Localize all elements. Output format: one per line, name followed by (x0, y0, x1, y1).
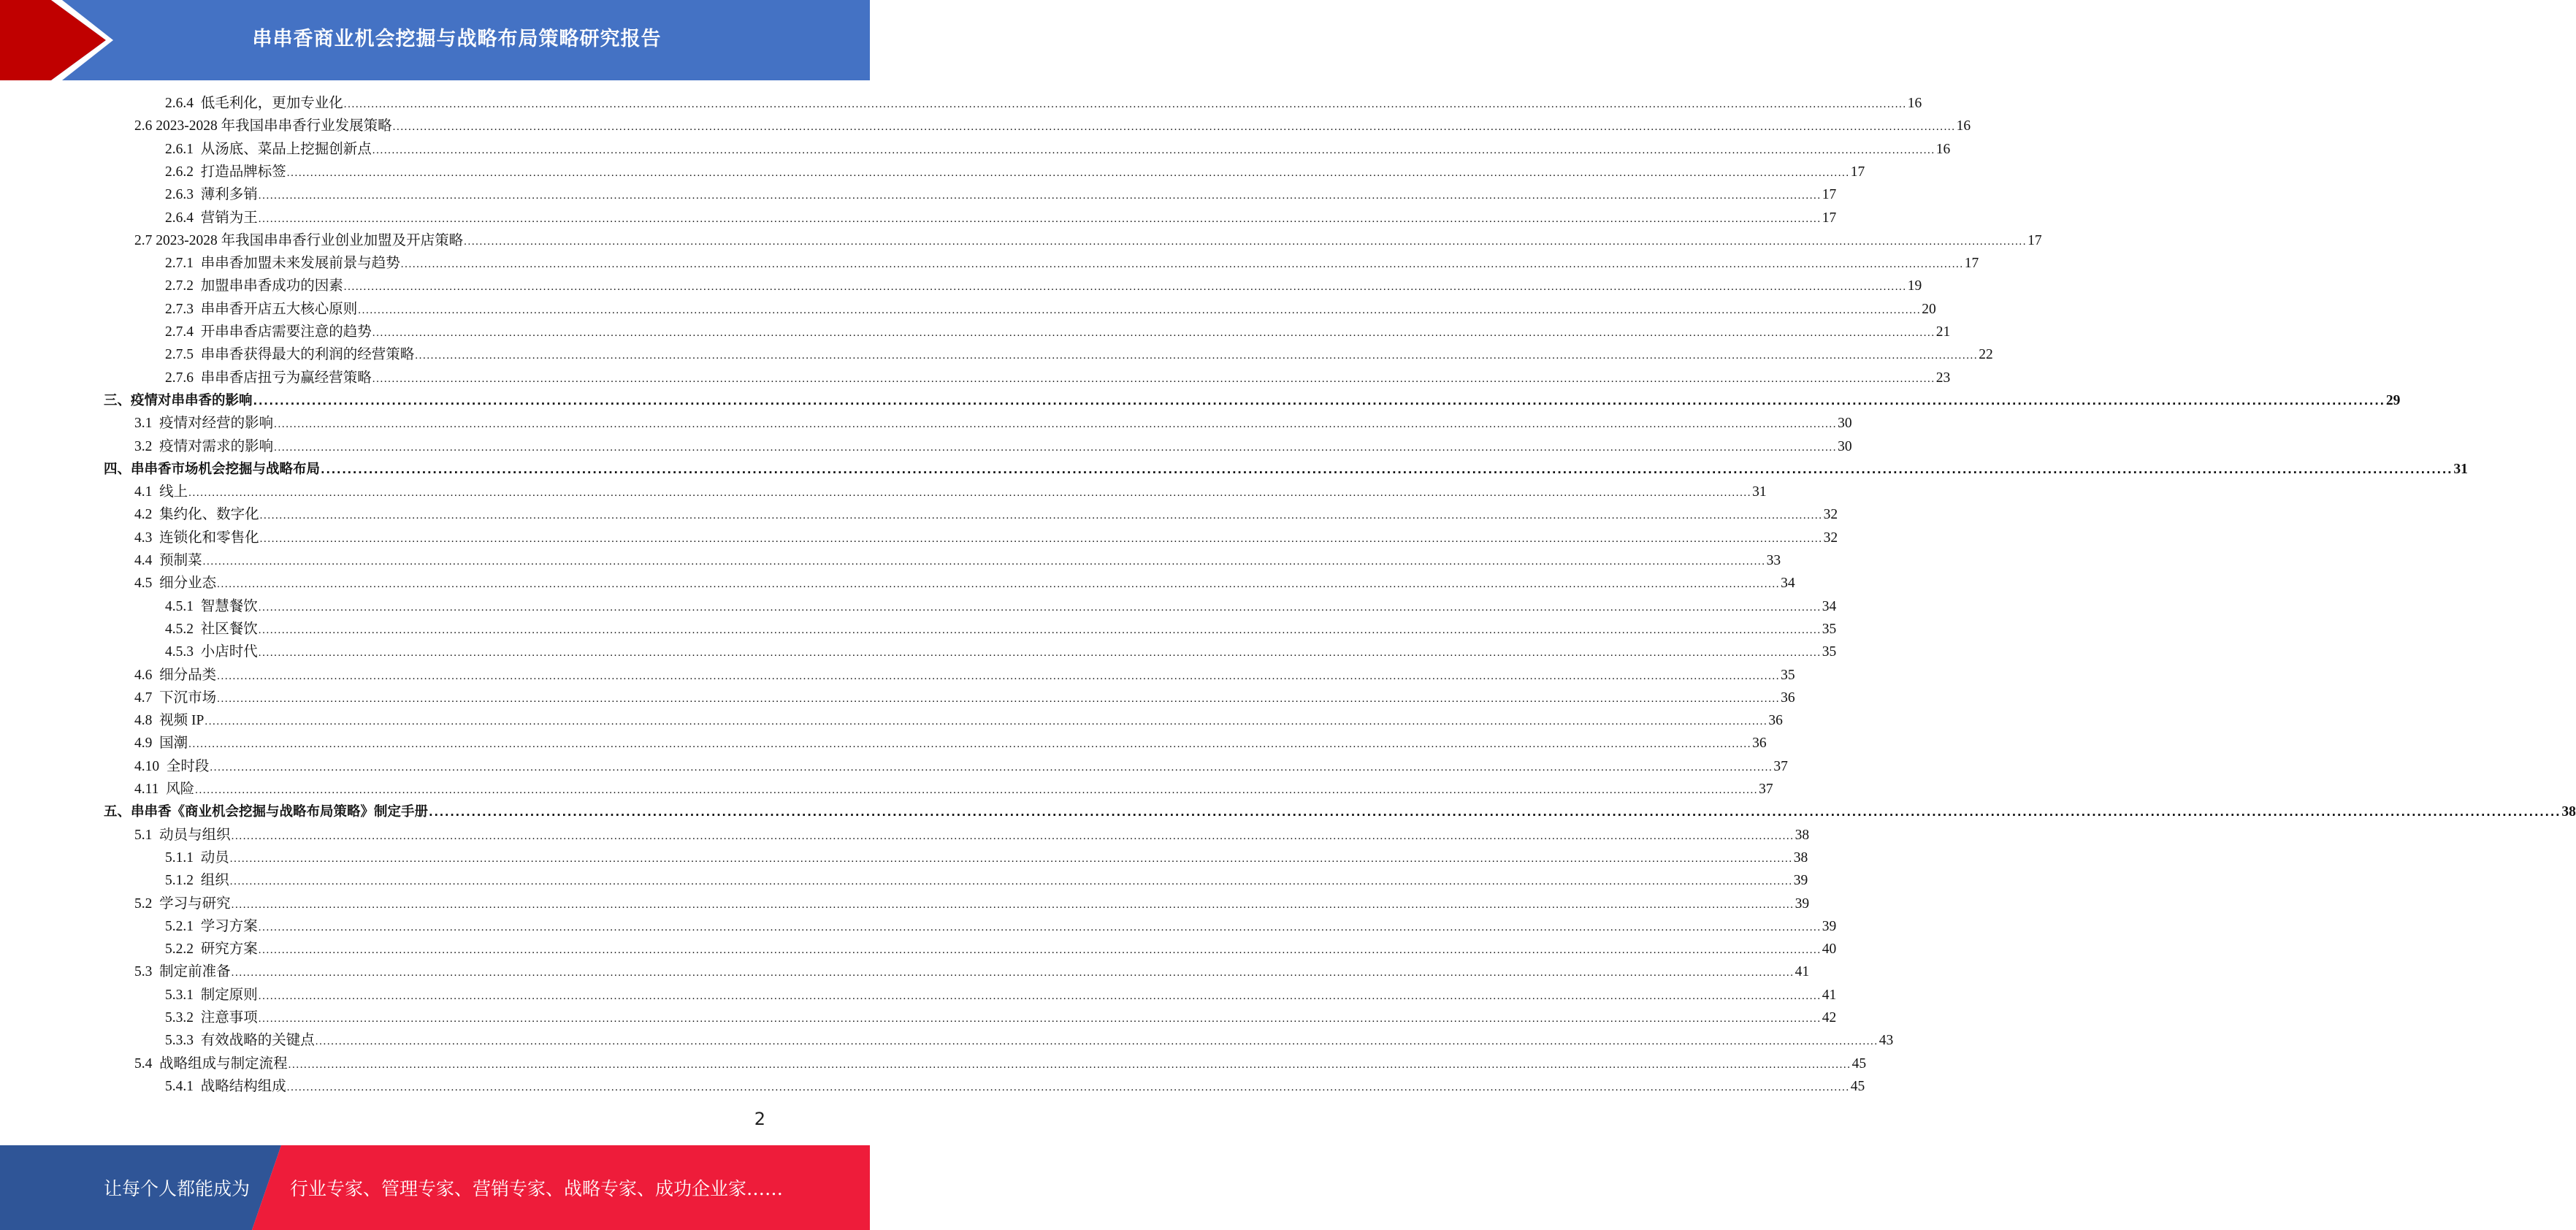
toc-entry-page: 39 (1822, 918, 1837, 934)
toc-entry[interactable] (165, 619, 1837, 641)
toc-entry[interactable] (165, 321, 1951, 343)
toc-entry-page: 36 (1781, 690, 1795, 706)
toc-entry-title: 四、串串香市场机会挖掘与战略布局 (104, 461, 321, 477)
toc-entry-title: 4.6 细分品类 (134, 667, 217, 683)
toc-leader-dots: ................................................................................................................................................................................................................................................................................................................................................................................................................ (343, 99, 1907, 110)
toc-leader-dots: ................................................................................................................................................................................................................................................................................................................................................................................................................ (258, 1013, 1822, 1025)
toc-entry-page: 36 (1752, 736, 1767, 752)
toc-leader-dots: ................................................................................................................................................................................................................................................................................................................................................................................................................ (217, 578, 1781, 591)
toc-entry[interactable] (104, 390, 2401, 412)
toc-leader-dots: ................................................................................................................................................................................................................................................................................................................................................................................................................ (372, 327, 1935, 339)
toc-entry[interactable] (165, 207, 1837, 229)
toc-entry-page: 36 (1768, 713, 1783, 729)
toc-entry-title: 2.6.4 低毛利化，更加专业化 (165, 96, 343, 111)
toc-leader-dots: ................................................................................................................................................................................................................................................................................................................................................................................................................ (274, 419, 1838, 431)
toc-entry-title: 4.5.1 智慧餐饮 (165, 598, 258, 614)
toc-entry-page: 40 (1822, 941, 1837, 958)
toc-entry-page: 32 (1823, 530, 1838, 546)
toc-entry[interactable] (104, 459, 2468, 481)
toc-leader-dots: ................................................................................................................................................................................................................................................................................................................................................................................................................ (259, 532, 1823, 545)
toc-entry-page: 43 (1879, 1033, 1894, 1049)
toc-leader-dots: ................................................................................................................................................................................................................................................................................................................................................................................................................ (231, 967, 1795, 979)
toc-entry[interactable] (134, 687, 1795, 709)
toc-entry-page: 35 (1781, 667, 1795, 683)
toc-leader-dots: ................................................................................................................................................................................................................................................................................................................................................................................................................ (258, 944, 1822, 957)
toc-entry[interactable] (134, 825, 1810, 847)
toc-leader-dots: ................................................................................................................................................................................................................................................................................................................................................................................................................ (286, 1081, 1850, 1093)
toc-leader-dots: ................................................................................................................................................................................................................................................................................................................................................................................................................ (195, 784, 1759, 796)
toc-leader-dots: ................................................................................................................................................................................................................................................................................................................................................................................................................ (358, 304, 1922, 316)
toc-entry-title: 4.5.3 小店时代 (165, 644, 258, 660)
toc-entry-page: 17 (2027, 232, 2042, 248)
toc-leader-dots: ................................................................................................................................................................................................................................................................................................................................................................................................................ (229, 852, 1793, 865)
toc-entry-page: 16 (1935, 141, 1951, 157)
toc-entry[interactable] (165, 139, 1951, 161)
toc-entry[interactable] (165, 1076, 1865, 1098)
toc-entry-page: 23 (1935, 370, 1951, 386)
toc-entry[interactable] (165, 1030, 1894, 1052)
toc-entry-title: 2.6.1 从汤底、菜品上挖掘创新点 (165, 141, 372, 157)
toc-entry-title: 2.7.4 开串串香店需要注意的趋势 (165, 324, 372, 340)
toc-entry[interactable] (165, 161, 1865, 183)
toc-entry-title: 4.2 集约化、数字化 (134, 507, 259, 523)
toc-entry-page: 16 (1907, 96, 1922, 111)
toc-entry-page: 41 (1822, 987, 1837, 1003)
toc-leader-dots: ................................................................................................................................................................................................................................................................................................................................................................................................................ (258, 647, 1822, 660)
toc-entry-title: 5.2 学习与研究 (134, 895, 231, 912)
toc-entry[interactable] (134, 573, 1795, 595)
footer-slogan-left: 让每个人都能成为 (104, 1178, 251, 1199)
toc-entry[interactable] (134, 665, 1795, 687)
toc-entry-title: 5.3.1 制定原则 (165, 987, 258, 1003)
toc-leader-dots: ................................................................................................................................................................................................................................................................................................................................................................................................................ (286, 167, 1850, 179)
toc-entry[interactable] (134, 504, 1838, 526)
report-title: 串串香商业机会挖掘与战略布局策略研究报告 (252, 27, 662, 50)
toc-entry[interactable] (165, 299, 1936, 321)
toc-leader-dots: ................................................................................................................................................................................................................................................................................................................................................................................................................ (217, 670, 1781, 682)
toc-entry[interactable] (134, 115, 1971, 137)
toc-entry[interactable] (134, 550, 1781, 572)
toc-entry-title: 4.3 连锁化和零售化 (134, 530, 259, 546)
toc-entry[interactable] (165, 1007, 1837, 1029)
toc-entry-page: 34 (1822, 598, 1837, 614)
toc-entry-page: 42 (1822, 1010, 1837, 1025)
toc-entry-title: 5.1 动员与组织 (134, 827, 231, 843)
toc-leader-dots: ................................................................................................................................................................................................................................................................................................................................................................................................................ (372, 144, 1935, 156)
toc-leader-dots: ................................................................................................................................................................................................................................................................................................................................................................................................................ (258, 624, 1822, 636)
toc-leader-dots: ................................................................................................................................................................................................................................................................................................................................................................................................................ (231, 898, 1795, 911)
toc-leader-dots: ................................................................................................................................................................................................................................................................................................................................................................................................................ (258, 990, 1822, 1002)
toc-entry-title: 3.1 疫情对经营的影响 (134, 416, 274, 432)
toc-entry-page: 34 (1781, 576, 1795, 592)
toc-entry-page: 41 (1795, 964, 1810, 980)
toc-entry[interactable] (134, 413, 1852, 435)
toc-entry[interactable] (134, 527, 1838, 549)
toc-entry-page: 20 (1922, 301, 1936, 317)
toc-entry[interactable] (165, 985, 1837, 1006)
toc-entry-page: 37 (1759, 782, 1773, 797)
toc-entry-title: 三、疫情对串串香的影响 (104, 392, 253, 408)
toc-leader-dots: ................................................................................................................................................................................................................................................................................................................................................................................................................ (210, 761, 1773, 773)
toc-entry-title: 5.2.2 研究方案 (165, 941, 258, 958)
toc-entry[interactable] (165, 870, 1808, 892)
toc-entry[interactable] (134, 779, 1773, 801)
toc-entry[interactable] (165, 847, 1808, 869)
toc-entry-title: 2.6 2023-2028 年我国串串香行业发展策略 (134, 118, 392, 134)
toc-entry-page: 30 (1838, 438, 1852, 454)
toc-entry-title: 4.7 下沉市场 (134, 690, 217, 706)
toc-leader-dots: ................................................................................................................................................................................................................................................................................................................................................................................................................ (258, 921, 1822, 933)
footer-slogan-right: 行业专家、管理专家、营销专家、战略专家、成功企业家…… (290, 1178, 784, 1199)
toc-entry-title: 5.2.1 学习方案 (165, 918, 258, 934)
toc-entry-page: 32 (1823, 507, 1838, 523)
toc-entry-page: 37 (1773, 758, 1788, 774)
page-footer (0, 1145, 870, 1230)
toc-entry-page: 38 (2561, 804, 2576, 820)
toc-entry-title: 4.1 线上 (134, 484, 188, 500)
toc-leader-dots: ................................................................................................................................................................................................................................................................................................................................................................................................................ (253, 394, 2385, 408)
toc-entry-title: 2.7 2023-2028 年我国串串香行业创业加盟及开店策略 (134, 232, 464, 248)
toc-entry-title: 5.3 制定前准备 (134, 964, 231, 980)
toc-entry[interactable] (134, 481, 1767, 503)
toc-entry-page: 39 (1793, 873, 1808, 889)
toc-entry-page: 22 (1979, 347, 1993, 363)
toc-entry-title: 2.7.2 加盟串串香成功的因素 (165, 278, 343, 294)
toc-entry-page: 29 (2385, 392, 2401, 408)
toc-entry-title: 4.4 预制菜 (134, 553, 202, 568)
toc-entry[interactable] (134, 961, 1810, 983)
toc-entry[interactable] (165, 93, 1922, 115)
toc-leader-dots: ................................................................................................................................................................................................................................................................................................................................................................................................................ (217, 692, 1781, 705)
toc-leader-dots: ................................................................................................................................................................................................................................................................................................................................................................................................................ (464, 235, 2027, 248)
toc-entry-page: 31 (1752, 484, 1767, 500)
toc-entry-page: 33 (1766, 553, 1781, 568)
toc-entry[interactable] (165, 253, 1979, 275)
toc-entry-title: 2.7.5 串串香获得最大的利润的经营策略 (165, 347, 415, 363)
toc-entry-title: 4.5.2 社区餐饮 (165, 621, 258, 637)
toc-leader-dots: ................................................................................................................................................................................................................................................................................................................................................................................................................ (258, 190, 1822, 202)
toc-entry[interactable] (165, 275, 1922, 297)
toc-leader-dots: ................................................................................................................................................................................................................................................................................................................................................................................................................ (343, 281, 1907, 294)
page-header (0, 0, 870, 80)
toc-leader-dots: ................................................................................................................................................................................................................................................................................................................................................................................................................ (372, 373, 1935, 385)
toc-entry-title: 2.6.2 打造品牌标签 (165, 164, 286, 180)
toc-leader-dots: ................................................................................................................................................................................................................................................................................................................................................................................................................ (259, 510, 1823, 522)
toc-leader-dots: ................................................................................................................................................................................................................................................................................................................................................................................................................ (288, 1058, 1851, 1071)
toc-entry-title: 5.4 战略组成与制定流程 (134, 1055, 288, 1072)
toc-entry-title: 5.1.2 组织 (165, 873, 229, 889)
toc-leader-dots: ................................................................................................................................................................................................................................................................................................................................................................................................................ (321, 462, 2453, 476)
toc-entry-page: 30 (1838, 416, 1852, 432)
toc-entry[interactable] (134, 756, 1788, 778)
toc-entry-page: 21 (1935, 324, 1951, 340)
toc-entry-page: 45 (1851, 1055, 1867, 1072)
toc-entry-page: 17 (1964, 256, 1979, 272)
toc-entry[interactable] (134, 230, 2042, 252)
toc-entry[interactable] (134, 893, 1810, 915)
toc-entry-page: 45 (1850, 1078, 1865, 1094)
toc-entry-title: 4.5 细分业态 (134, 576, 217, 592)
toc-entry-page: 35 (1822, 644, 1837, 660)
toc-entry-title: 3.2 疫情对需求的影响 (134, 438, 274, 454)
chevron-arrow-icon (0, 0, 117, 80)
toc-leader-dots: ................................................................................................................................................................................................................................................................................................................................................................................................................ (274, 441, 1838, 454)
toc-entry[interactable] (134, 436, 1852, 458)
toc-entry[interactable] (165, 184, 1837, 206)
toc-entry-page: 16 (1956, 118, 1971, 134)
page-number: 2 (754, 1109, 765, 1129)
toc-entry[interactable] (134, 710, 1783, 732)
toc-leader-dots: ................................................................................................................................................................................................................................................................................................................................................................................................................ (315, 1036, 1879, 1048)
toc-leader-dots: ................................................................................................................................................................................................................................................................................................................................................................................................................ (202, 556, 1766, 568)
toc-entry-page: 17 (1822, 187, 1837, 203)
toc-leader-dots: ................................................................................................................................................................................................................................................................................................................................................................................................................ (392, 121, 1956, 134)
toc-leader-dots: ................................................................................................................................................................................................................................................................................................................................................................................................................ (205, 716, 1768, 728)
toc-entry-page: 19 (1907, 278, 1922, 294)
toc-leader-dots: ................................................................................................................................................................................................................................................................................................................................................................................................................ (400, 259, 1964, 271)
toc-entry-title: 2.7.1 串串香加盟未来发展前景与趋势 (165, 256, 400, 272)
toc-entry[interactable] (165, 916, 1837, 938)
toc-entry[interactable] (104, 801, 2576, 823)
toc-entry-title: 5.1.1 动员 (165, 849, 229, 866)
toc-entry-title: 2.6.4 营销为王 (165, 210, 258, 226)
toc-leader-dots: ................................................................................................................................................................................................................................................................................................................................................................................................................ (415, 350, 1979, 362)
toc-entry-title: 5.3.3 有效战略的关键点 (165, 1033, 315, 1049)
toc-entry-page: 31 (2453, 461, 2468, 477)
toc-entry-page: 35 (1822, 621, 1837, 637)
toc-leader-dots: ................................................................................................................................................................................................................................................................................................................................................................................................................ (188, 738, 1752, 751)
toc-entry[interactable] (165, 641, 1837, 663)
toc-entry-page: 17 (1850, 164, 1865, 180)
toc-entry-title: 2.7.6 串串香店扭亏为赢经营策略 (165, 370, 372, 386)
toc-entry-page: 38 (1793, 849, 1808, 866)
toc-entry-title: 4.10 全时段 (134, 758, 210, 774)
toc-entry-title: 五、串串香《商业机会挖掘与战略布局策略》制定手册 (104, 804, 429, 820)
toc-leader-dots: ................................................................................................................................................................................................................................................................................................................................................................................................................ (258, 601, 1822, 614)
toc-entry[interactable] (165, 596, 1837, 618)
toc-leader-dots: ................................................................................................................................................................................................................................................................................................................................................................................................................ (429, 806, 2561, 820)
toc-entry-title: 4.9 国潮 (134, 736, 188, 752)
toc-entry-title: 5.4.1 战略结构组成 (165, 1078, 286, 1094)
toc-entry-title: 2.6.3 薄利多销 (165, 187, 258, 203)
toc-leader-dots: ................................................................................................................................................................................................................................................................................................................................................................................................................ (231, 830, 1795, 842)
toc-entry-title: 2.7.3 串串香开店五大核心原则 (165, 301, 358, 317)
toc-entry-title: 5.3.2 注意事项 (165, 1010, 258, 1025)
toc-entry-page: 17 (1822, 210, 1837, 226)
toc-entry-title: 4.11 风险 (134, 782, 195, 797)
toc-entry[interactable] (165, 344, 1993, 366)
toc-leader-dots: ................................................................................................................................................................................................................................................................................................................................................................................................................ (229, 876, 1793, 888)
toc-entry[interactable] (165, 367, 1951, 389)
toc-entry-page: 39 (1795, 895, 1810, 912)
toc-entry[interactable] (165, 939, 1837, 960)
toc-leader-dots: ................................................................................................................................................................................................................................................................................................................................................................................................................ (188, 487, 1752, 500)
toc-entry[interactable] (134, 733, 1767, 755)
toc-entry-title: 4.8 视频 IP (134, 713, 205, 729)
toc-leader-dots: ................................................................................................................................................................................................................................................................................................................................................................................................................ (258, 213, 1822, 225)
toc-entry-page: 38 (1795, 827, 1810, 843)
toc-entry[interactable] (134, 1053, 1867, 1075)
